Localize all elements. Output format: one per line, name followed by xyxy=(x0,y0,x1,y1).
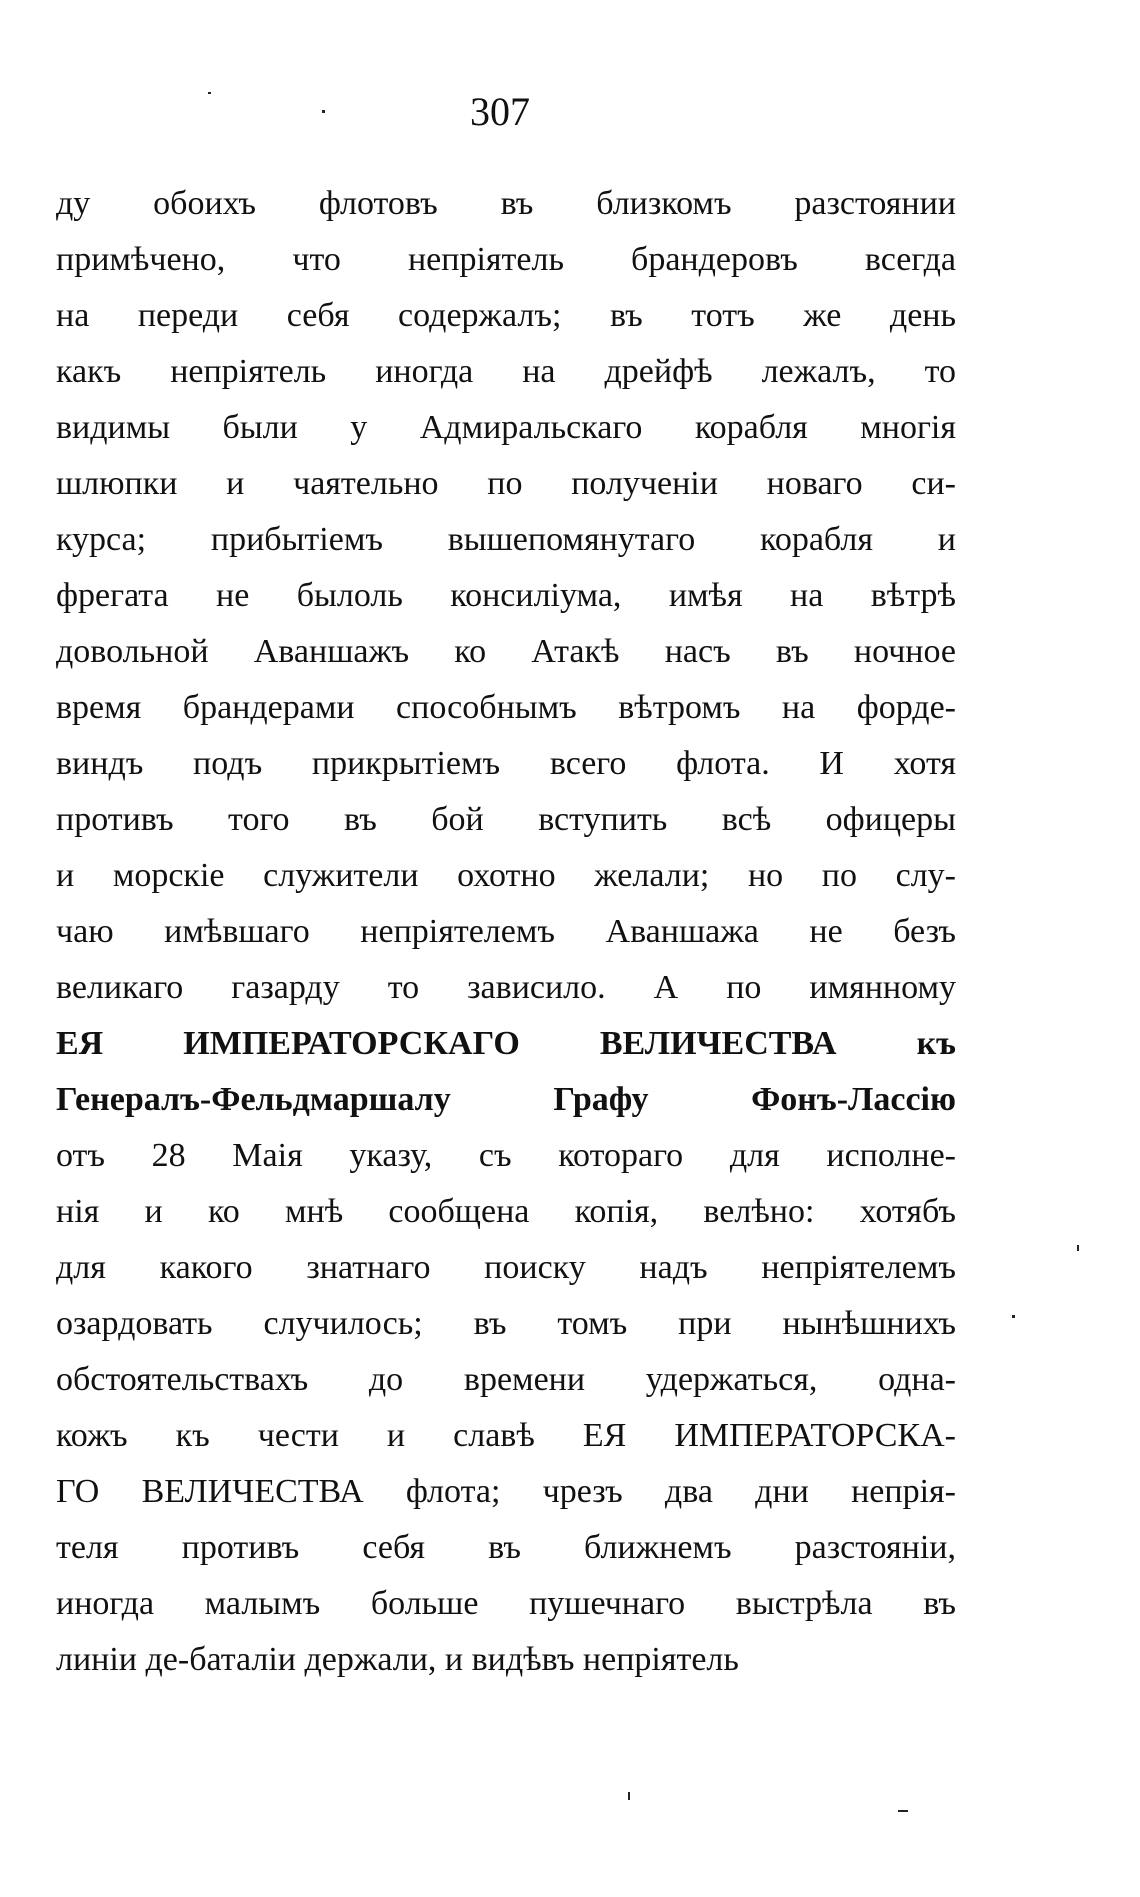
text-line: ду обоихъ флотовъ въ близкомъ разстоянии xyxy=(56,185,956,222)
print-speck xyxy=(322,110,325,113)
print-speck xyxy=(208,92,211,94)
text-line: теля противъ себя въ ближнемъ разстояніи, xyxy=(56,1529,956,1566)
print-speck xyxy=(898,1810,908,1812)
text-line: озардовать случилось; въ томъ при нынѣшнихъ xyxy=(56,1305,956,1342)
text-line: какъ непріятель иногда на дрейфѣ лежалъ, то xyxy=(56,353,956,390)
text-line: ГО ВЕЛИЧЕСТВА флота; чрезъ два дни непрія- xyxy=(56,1473,956,1510)
text-line: шлюпки и чаятельно по полученіи новаго си- xyxy=(56,465,956,502)
text-line: противъ того въ бой вступить всѣ офицеры xyxy=(56,801,956,838)
text-line: на переди себя содержалъ; въ тотъ же день xyxy=(56,297,956,334)
print-speck xyxy=(1077,1245,1079,1251)
text-line: для какого знатнаго поиску надъ непріятелемъ xyxy=(56,1249,956,1286)
text-line: нія и ко мнѣ сообщена копія, велѣно: хотябъ xyxy=(56,1193,956,1230)
text-line: чаю имѣвшаго непріятелемъ Аваншажа не безъ xyxy=(56,913,956,950)
text-line: время брандерами способнымъ вѣтромъ на форде- xyxy=(56,689,956,726)
print-speck xyxy=(628,1792,630,1800)
page-number: 307 xyxy=(470,89,530,134)
text-line: ЕЯ ИМПЕРАТОРСКАГО ВЕЛИЧЕСТВА къ xyxy=(56,1025,956,1062)
text-line: фрегата не былоль консиліума, имѣя на вѣтрѣ xyxy=(56,577,956,614)
text-line: линіи де-баталіи держали, и видѣвъ непріятель xyxy=(56,1641,739,1678)
text-line: довольной Аваншажъ ко Атакѣ насъ въ ночное xyxy=(56,633,956,670)
print-speck xyxy=(1012,1315,1015,1318)
text-line: курса; прибытіемъ вышепомянутаго корабля и xyxy=(56,521,956,558)
text-line: видимы были у Адмиральскаго корабля многія xyxy=(56,409,956,446)
text-line: иногда малымъ больше пушечнаго выстрѣла въ xyxy=(56,1585,956,1622)
body-text xyxy=(56,176,956,1688)
text-line: примѣчено, что непріятель брандеровъ всегда xyxy=(56,241,956,278)
text-line: виндъ подъ прикрытіемъ всего флота. И хотя xyxy=(56,745,956,782)
text-line: отъ 28 Маія указу, съ котораго для исполне- xyxy=(56,1137,956,1174)
text-line: обстоятельствахъ до времени удержаться, одна- xyxy=(56,1361,956,1398)
text-line: и морскіе служители охотно желали; но по слу- xyxy=(56,857,956,894)
text-line: Генералъ-Фельдмаршалу Графу Фонъ-Лассію xyxy=(56,1081,956,1118)
text-line: кожъ къ чести и славѣ ЕЯ ИМПЕРАТОРСКА- xyxy=(56,1417,956,1454)
text-line: великаго газарду то зависило. А по имянному xyxy=(56,969,956,1006)
